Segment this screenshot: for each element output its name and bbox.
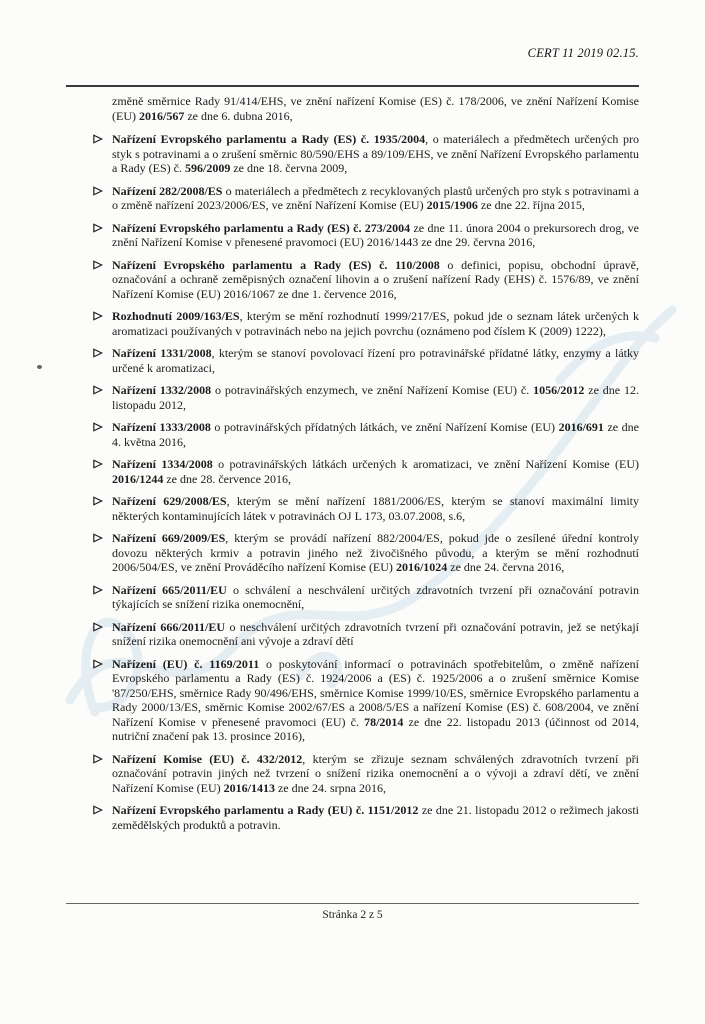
regulation-name-text: Nařízení Evropského parlamentu a Rady (ES) č. 110/2008 — [112, 257, 440, 272]
regulation-body-text: ze dne 18. června 2009, — [230, 161, 348, 175]
list-item — [112, 531, 639, 575]
regulation-name-text: 2016/1413 — [223, 780, 275, 795]
list-item — [112, 221, 639, 250]
list-item-text — [112, 184, 639, 213]
bullet-arrow-icon — [93, 585, 103, 595]
bullet-arrow-icon — [93, 659, 103, 669]
regulation-name-text: Nařízení Evropského parlamentu a Rady (EU) č. 1151/2012 — [112, 803, 419, 817]
regulation-body-text: o schválení a neschválení určitých zdravotních tvrzení při označování potravin týkajících se snížení rizika onemocnění, — [112, 582, 639, 611]
regulation-name-text: 78/2014 — [364, 714, 404, 729]
bullet-arrow-icon — [93, 754, 103, 764]
list-item — [112, 457, 639, 486]
regulation-name-text: Nařízení 666/2011/EU — [112, 619, 226, 634]
regulation-body-text: o materiálech a předmětech z recyklovaných plastů určených pro styk s potravinami a o změně nařízení 2023/2006/ES, ve znění Nařízení Komise (EU) — [112, 183, 639, 212]
regulation-body-text: o neschválení určitých zdravotních tvrzení při označování potravin, jež se netýkají snížení rizika onemocnění ani vývoje a zdraví dětí — [112, 619, 640, 648]
list-item — [112, 184, 639, 213]
list-item — [112, 657, 639, 744]
list-item — [112, 258, 639, 302]
regulation-body-text: ze dne 21. listopadu 2012 o režimech jakosti zemědělských produktů a potravin. — [112, 803, 639, 832]
bullet-arrow-icon — [93, 311, 103, 321]
bullet-arrow-icon — [93, 260, 103, 270]
bullet-arrow-icon — [93, 186, 103, 196]
list-item-text — [112, 221, 639, 250]
regulation-name-text: Nařízení 629/2008/ES — [112, 494, 227, 508]
bullet-arrow-icon — [93, 348, 103, 358]
regulation-name-text: Nařízení Evropského parlamentu a Rady (ES) č. 1935/2004 — [112, 132, 426, 146]
list-item-text — [112, 583, 639, 612]
header-rule — [66, 85, 639, 87]
regulation-body-text: , kterým se stanoví povolovací řízení pro potravinářské přídatné látky, enzymy a látky určené k aromatizaci, — [112, 346, 639, 375]
bullet-arrow-icon — [93, 223, 103, 233]
regulation-name-text: 596/2009 — [184, 161, 231, 175]
regulation-body-text: ze dne 12. listopadu 2012, — [112, 383, 639, 412]
regulation-list — [112, 132, 639, 832]
list-item — [112, 420, 639, 449]
bullet-arrow-icon — [93, 622, 103, 632]
bullet-arrow-icon — [93, 496, 103, 506]
list-item-text — [112, 309, 639, 338]
regulation-body-text: , kterým se mění rozhodnutí 1999/217/ES, pokud jde o seznam látek určených k aromatizaci používaných v potravinách nebo na jejich povrchu (oznámeno pod číslem K (2009) 1222), — [112, 309, 639, 338]
regulation-name-text: 2016/691 — [558, 420, 604, 434]
regulation-body-text: o definici, popisu, obchodní úpravě, označování a ochraně zeměpisných označení lihovin a o zrušení nařízení Rady (EHS) č. 1576/89, ve znění Nařízení Komise (EU) 2016/1067 ze dne 1. července 2016, — [112, 257, 640, 301]
regulation-body-text: ze dne 4. května 2016, — [112, 420, 639, 449]
list-item — [112, 494, 639, 523]
list-item-text — [112, 803, 639, 832]
list-item-text — [112, 132, 639, 175]
cert-reference: CERT 11 2019 02.15. — [527, 46, 639, 60]
list-item-text — [112, 657, 639, 744]
bullet-arrow-icon — [93, 533, 103, 543]
footer-rule — [66, 903, 639, 904]
bullet-arrow-icon — [93, 805, 103, 815]
regulation-name-text: 2016/1024 — [395, 560, 448, 574]
list-item-text — [112, 420, 639, 449]
regulation-body-text: ze dne 22. listopadu 2013 (účinnost od 2014, nutriční značení pak 13. prosince 2016), — [112, 714, 640, 743]
regulation-body-text: o potravinářských enzymech, ve znění Nařízení Komise (EU) č. — [211, 383, 534, 397]
regulation-name-text: Nařízení 669/2009/ES — [112, 531, 226, 545]
regulation-body-text: ze dne 24. června 2016, — [447, 560, 565, 574]
list-item — [112, 752, 639, 796]
list-item-text — [112, 346, 639, 375]
list-item — [112, 346, 639, 375]
regulation-name-text: Nařízení 665/2011/EU — [112, 582, 227, 597]
regulation-name-text: Nařízení (EU) č. 1169/2011 — [112, 656, 260, 671]
list-item-text — [112, 258, 639, 301]
regulation-body-text: ze dne 24. srpna 2016, — [274, 780, 386, 795]
list-item — [112, 383, 639, 412]
regulation-name-text: Nařízení 1333/2008 — [112, 420, 211, 434]
list-item-text — [112, 383, 639, 412]
list-item — [112, 583, 639, 612]
regulation-body-text: , kterým se mění nařízení 1881/2006/ES, kterým se stanoví maximální limity některých kontaminujících látek v potravinách OJ L 173, 03.07.2008, s.6, — [112, 494, 640, 523]
list-item-text — [112, 531, 639, 574]
regulation-name-text: Nařízení 1331/2008 — [112, 346, 212, 360]
regulation-body-text: ze dne 28. července 2016, — [163, 471, 291, 486]
regulation-body-text: o poskytování informací o potravinách spotřebitelům, o změně nařízení Evropského parlamentu a Rady (ES) č. 1924/2006 a (ES) č. 1925/2006 a o zrušení směrnice Komise '87/250/EHS, směrnice Rady 90/496/EHS, směrnice Komise 1999/10/ES, směrnice Evropského parlamentu a Rady 2000/13/ES, směrnic Komise 2002/67/ES a 2008/5/ES a nařízení Komise (ES) č. 608/2004, ve znění Nařízení Komise v přenesené pravomoci (EU) č. — [112, 656, 639, 729]
list-item — [112, 620, 639, 649]
list-item-text — [112, 752, 639, 795]
list-item — [112, 803, 639, 832]
regulation-name-text: 2015/1906 — [426, 198, 478, 212]
regulation-body-text: ze dne 22. října 2015, — [477, 198, 585, 212]
scan-artifact-dot — [37, 365, 42, 369]
regulation-body-text: , kterým se provádí nařízení 882/2004/ES, pokud jde o zesílené úřední kontroly dovozu některých krmiv a potravin jiného než živočišného původu, a kterým se mění rozhodnutí 2006/504/ES, ve znění Prováděcího nařízení Komise (EU) — [112, 531, 639, 574]
regulation-body-text: , o materiálech a předmětech určených pro styk s potravinami a o zrušení směrnic 80/590/EHS a 89/109/EHS, ve znění Nařízení Evropského parlamentu a Rady (ES) č. — [112, 132, 639, 175]
bullet-arrow-icon — [93, 459, 103, 469]
page-number: Stránka 2 z 5 — [322, 909, 383, 921]
regulation-name-text: Nařízení Komise (EU) č. 432/2012 — [112, 751, 303, 766]
list-item-text — [112, 620, 639, 649]
bullet-arrow-icon — [93, 134, 103, 144]
list-item — [112, 132, 639, 176]
regulation-name-text: Nařízení 282/2008/ES — [112, 183, 223, 198]
regulation-body-text: ze dne 6. dubna 2016, — [184, 108, 293, 123]
list-item-text — [112, 457, 639, 486]
list-item — [112, 309, 639, 338]
regulation-name-text: Nařízení 1332/2008 — [112, 383, 212, 397]
regulation-body-text: změně směrnice Rady 91/414/EHS, ve znění nařízení Komise (ES) č. 178/2006, ve znění Nařízení Komise (EU) — [112, 94, 639, 123]
document-body — [112, 94, 639, 840]
regulation-body-text: ze dne 11. února 2004 o prekursorech drog, ve znění Nařízení Komise v přenesené pravomoci (EU) 2016/1443 ze dne 29. června 2016, — [112, 220, 639, 249]
regulation-name-text: 2016/567 — [139, 108, 185, 123]
bullet-arrow-icon — [93, 422, 103, 432]
regulation-name-text: 1056/2012 — [533, 383, 585, 397]
regulation-body-text: , kterým se zřizuje seznam schválených zdravotních tvrzení při označování potravin jiných než tvrzení o snížení rizika onemocnění a o vývoji a zdraví dětí, ve znění Nařízení Komise (EU) — [112, 751, 640, 795]
regulation-body-text: o potravinářských látkách určených k aromatizaci, ve znění Nařízení Komise (EU) — [212, 457, 639, 471]
bullet-arrow-icon — [93, 385, 103, 395]
regulation-name-text: Rozhodnutí 2009/163/ES — [112, 309, 240, 323]
intro-paragraph — [112, 94, 639, 123]
list-item-text — [112, 494, 639, 523]
regulation-name-text: Nařízení 1334/2008 — [112, 457, 213, 471]
regulation-name-text: 2016/1244 — [112, 471, 164, 486]
regulation-name-text: Nařízení Evropského parlamentu a Rady (ES) č. 273/2004 — [112, 220, 411, 235]
regulation-body-text: o potravinářských přídatných látkách, ve znění Nařízení Komise (EU) — [210, 420, 559, 434]
